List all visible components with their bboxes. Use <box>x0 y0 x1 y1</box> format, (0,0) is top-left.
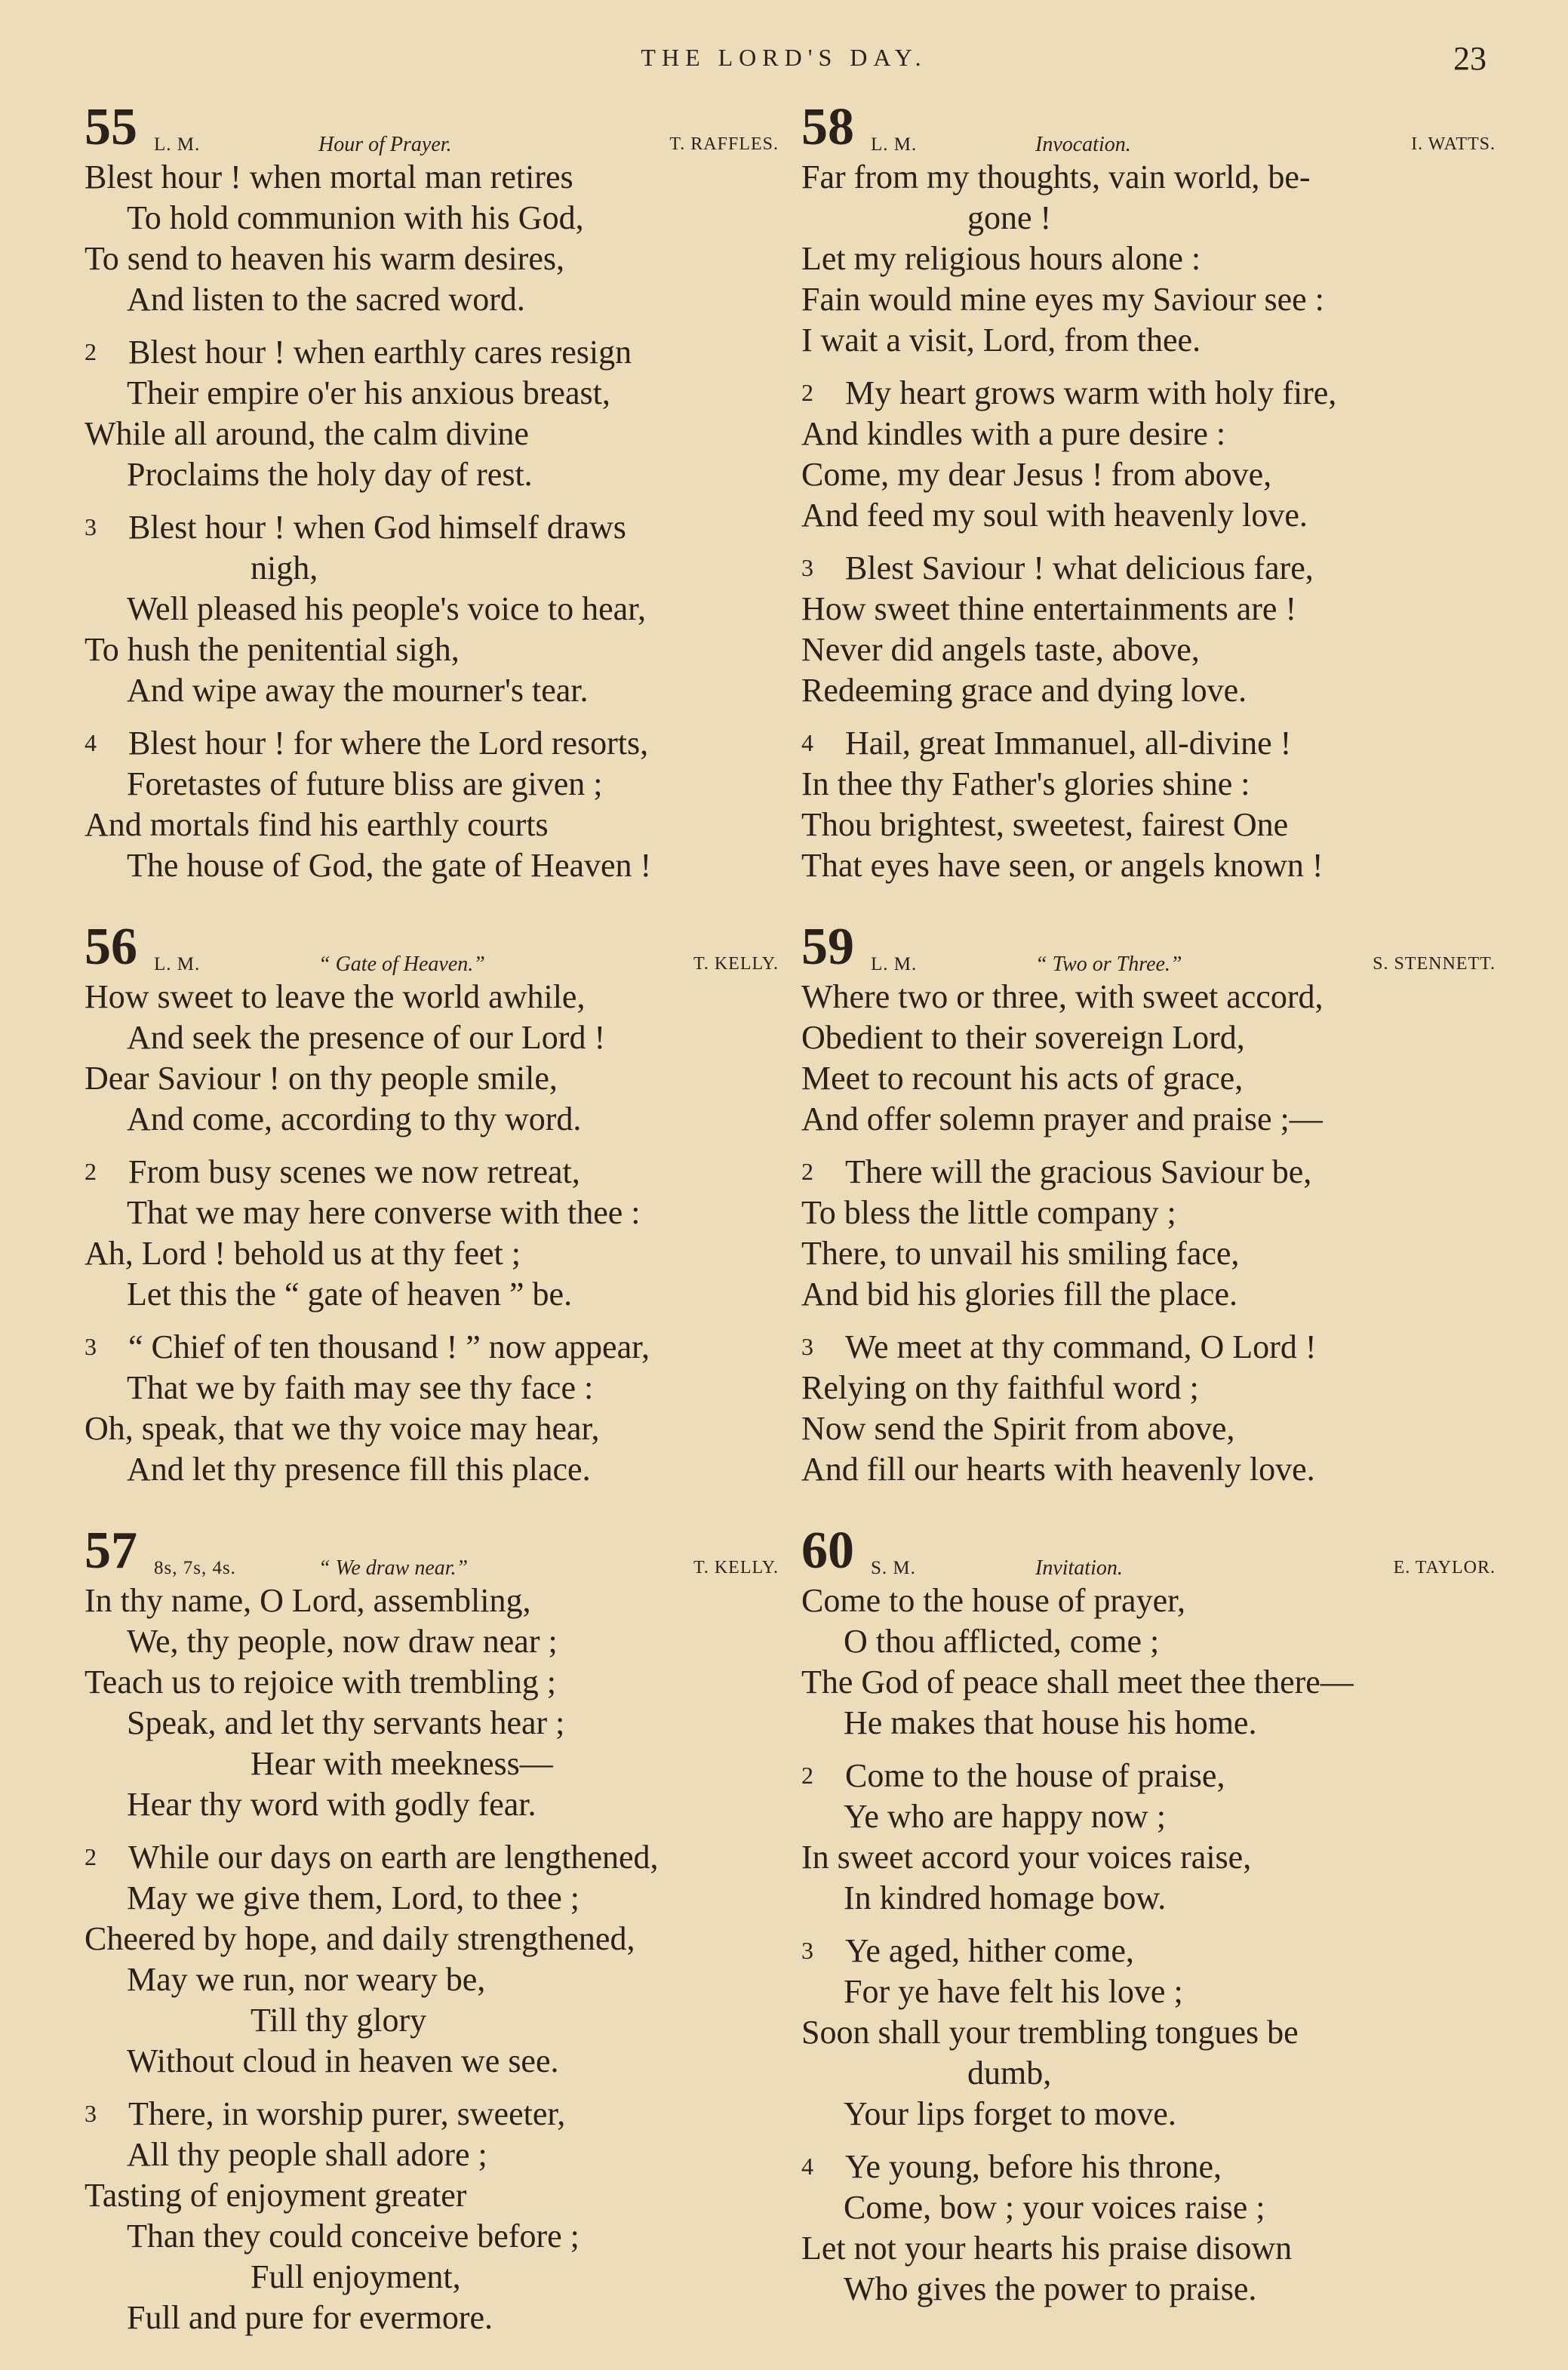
hymn-line: Hear thy word with godly fear. <box>127 1786 537 1823</box>
left-column <box>85 98 779 2370</box>
hymn-author: E. TAYLOR. <box>1393 1558 1496 1577</box>
stanza <box>801 1581 1496 1744</box>
hymn-line: And let thy presence fill this place. <box>127 1451 591 1488</box>
stanza-number: 3 <box>801 554 813 581</box>
hymn-line: Blest hour ! when God himself draws <box>128 509 626 546</box>
hymn-line: From busy scenes we now retreat, <box>128 1153 580 1190</box>
stanza <box>85 723 779 886</box>
stanza <box>801 1152 1496 1315</box>
hymn-line: And mortals find his earthly courts <box>85 806 549 843</box>
hymn-number: 57 <box>85 1522 137 1580</box>
hymn-line: In sweet accord your voices raise, <box>801 1839 1252 1876</box>
stanza <box>801 157 1496 361</box>
hymn-line: To send to heaven his warm desires, <box>85 240 564 277</box>
stanza <box>85 507 779 711</box>
hymn-header <box>85 1522 779 1581</box>
stanza <box>85 1837 779 2082</box>
hymn-line: May we run, nor weary be, <box>127 1961 486 1998</box>
hymn-line: And seek the presence of our Lord ! <box>127 1019 606 1056</box>
stanza-number: 2 <box>801 379 813 406</box>
stanza <box>85 1581 779 1825</box>
hymn-line: Come, my dear Jesus ! from above, <box>801 456 1272 493</box>
hymn-line: Ye aged, hither come, <box>845 1932 1134 1969</box>
hymn-author: T. KELLY. <box>693 954 779 974</box>
hymn-meter: L. M. <box>871 954 918 974</box>
hymn-line: gone ! <box>967 199 1052 236</box>
hymn-number: 58 <box>801 98 854 156</box>
stanza <box>801 1756 1496 1919</box>
hymn-line: And fill our hearts with heavenly love. <box>801 1451 1315 1488</box>
hymn-line: Meet to recount his acts of grace, <box>801 1060 1244 1097</box>
hymn-header <box>85 98 779 157</box>
stanza <box>801 723 1496 886</box>
hymn-author: T. KELLY. <box>693 1558 779 1577</box>
hymn-line: Redeeming grace and dying love. <box>801 672 1247 709</box>
hymn-line: O thou afflicted, come ; <box>844 1623 1160 1660</box>
hymn-number: 59 <box>801 918 854 976</box>
hymn-line: In thy name, O Lord, assembling, <box>85 1582 531 1619</box>
hymn-line: Where two or three, with sweet accord, <box>801 978 1324 1015</box>
hymn-tune: Hour of Prayer. <box>318 133 452 156</box>
hymn-line: nigh, <box>251 549 318 586</box>
hymn-line: Than they could conceive before ; <box>127 2218 580 2255</box>
hymn-line: Blest hour ! for where the Lord resorts, <box>128 725 649 762</box>
hymn-line: Speak, and let thy servants hear ; <box>127 1704 565 1741</box>
stanza-number: 3 <box>801 1937 813 1964</box>
hymn-header <box>801 98 1496 157</box>
hymn-58 <box>801 98 1496 886</box>
stanza <box>801 1327 1496 1490</box>
hymn-line: My heart grows warm with holy fire, <box>845 374 1337 411</box>
hymn-line: Oh, speak, that we thy voice may hear, <box>85 1410 600 1447</box>
hymn-line: Dear Saviour ! on thy people smile, <box>85 1060 558 1097</box>
hymn-line: Foretastes of future bliss are given ; <box>127 765 603 802</box>
hymn-line: “ Chief of ten thousand ! ” now appear, <box>128 1328 650 1365</box>
hymn-line: And wipe away the mourner's tear. <box>127 672 589 709</box>
hymn-line: Soon shall your trembling tongues be <box>801 2014 1299 2051</box>
hymn-line: Full enjoyment, <box>251 2258 461 2295</box>
hymn-line: We meet at thy command, O Lord ! <box>845 1328 1317 1365</box>
hymn-line: Fain would mine eyes my Saviour see : <box>801 281 1324 318</box>
running-title: THE LORD'S DAY. <box>641 44 927 71</box>
hymn-line: While all around, the calm divine <box>85 415 529 452</box>
hymn-line: How sweet thine entertainments are ! <box>801 590 1297 627</box>
hymn-line: And bid his glories fill the place. <box>801 1276 1237 1313</box>
hymn-author: I. WATTS. <box>1411 134 1496 154</box>
hymn-line: Their empire o'er his anxious breast, <box>127 374 610 411</box>
hymn-line: And feed my soul with heavenly love. <box>801 497 1308 534</box>
stanza <box>85 2094 779 2338</box>
stanza <box>85 1152 779 1315</box>
hymn-line: Who gives the power to praise. <box>844 2270 1257 2307</box>
stanza <box>801 1931 1496 2135</box>
hymn-line: Come to the house of prayer, <box>801 1582 1185 1619</box>
hymn-meter: L. M. <box>871 134 918 155</box>
hymn-tune: “ Two or Three.” <box>1035 953 1182 976</box>
hymn-line: Till thy glory <box>251 2002 427 2039</box>
hymn-line: That we by faith may see thy face : <box>127 1369 594 1406</box>
hymn-line: And listen to the sacred word. <box>127 281 525 318</box>
hymn-line: To hold communion with his God, <box>127 199 584 236</box>
hymn-meter: 8s, 7s, 4s. <box>154 1558 236 1578</box>
stanza-number: 4 <box>85 729 97 756</box>
stanza-number: 2 <box>85 1843 97 1870</box>
stanza <box>801 977 1496 1140</box>
hymn-line: To hush the penitential sigh, <box>85 631 460 668</box>
hymn-tune: Invocation. <box>1035 133 1131 156</box>
hymn-number: 55 <box>85 98 137 156</box>
hymn-line: In kindred homage bow. <box>844 1879 1167 1916</box>
hymn-line: Ah, Lord ! behold us at thy feet ; <box>85 1235 521 1272</box>
hymn-line: Let this the “ gate of heaven ” be. <box>127 1276 573 1313</box>
stanza-number: 3 <box>85 2100 97 2127</box>
hymn-line: Thou brightest, sweetest, fairest One <box>801 806 1289 843</box>
hymn-line: For ye have felt his love ; <box>844 1973 1183 2010</box>
hymn-line: That eyes have seen, or angels known ! <box>801 847 1324 884</box>
hymn-line: In thee thy Father's glories shine : <box>801 765 1250 802</box>
hymn-tune: Invitation. <box>1035 1556 1123 1580</box>
hymn-57 <box>85 1522 779 2338</box>
hymn-number: 60 <box>801 1522 854 1580</box>
stanza-number: 2 <box>801 1158 813 1185</box>
stanza <box>85 977 779 1140</box>
hymn-line: Come to the house of praise, <box>845 1757 1225 1794</box>
hymn-line: There will the gracious Saviour be, <box>845 1153 1312 1190</box>
hymn-author: S. STENNETT. <box>1373 954 1496 974</box>
hymn-tune: “ We draw near.” <box>318 1556 469 1580</box>
hymn-tune: “ Gate of Heaven.” <box>318 953 485 976</box>
hymn-line: Tasting of enjoyment greater <box>85 2177 467 2214</box>
hymn-line: We, thy people, now draw near ; <box>127 1623 558 1660</box>
hymn-line: How sweet to leave the world awhile, <box>85 978 586 1015</box>
hymn-line: All thy people shall adore ; <box>127 2136 487 2173</box>
hymn-line: Far from my thoughts, vain world, be- <box>801 159 1311 195</box>
hymn-line: Hear with meekness— <box>251 1745 553 1782</box>
hymn-line: Ye young, before his throne, <box>845 2148 1222 2185</box>
hymn-header <box>801 918 1496 977</box>
hymn-line: I wait a visit, Lord, from thee. <box>801 322 1201 359</box>
hymn-line: The God of peace shall meet thee there— <box>801 1664 1354 1701</box>
hymn-line: Now send the Spirit from above, <box>801 1410 1235 1447</box>
hymn-line: Teach us to rejoice with trembling ; <box>85 1664 556 1701</box>
hymn-line: Never did angels taste, above, <box>801 631 1200 668</box>
stanza-number: 2 <box>85 338 97 365</box>
hymn-line: Your lips forget to move. <box>844 2095 1176 2132</box>
stanza-number: 3 <box>801 1333 813 1360</box>
hymn-line: Well pleased his people's voice to hear, <box>127 590 647 627</box>
hymn-header <box>801 1522 1496 1581</box>
stanza-number: 2 <box>85 1158 97 1185</box>
hymn-line: dumb, <box>967 2055 1052 2091</box>
right-column <box>801 98 1496 2341</box>
hymn-line: There, in worship purer, sweeter, <box>128 2095 566 2132</box>
stanza <box>85 332 779 495</box>
hymn-line: Let not your hearts his praise disown <box>801 2230 1293 2267</box>
stanza <box>85 157 779 320</box>
hymn-line: Blest hour ! when earthly cares resign <box>128 334 632 371</box>
hymn-meter: S. M. <box>871 1558 916 1578</box>
hymn-line: And offer solemn prayer and praise ;— <box>801 1100 1323 1137</box>
hymn-header <box>85 918 779 977</box>
stanza <box>801 373 1496 536</box>
hymn-59 <box>801 918 1496 1490</box>
hymn-author: T. RAFFLES. <box>669 134 779 154</box>
hymn-line: Relying on thy faithful word ; <box>801 1369 1199 1406</box>
hymn-line: Come, bow ; your voices raise ; <box>844 2189 1265 2226</box>
stanza-number: 2 <box>801 1762 813 1789</box>
hymn-line: Ye who are happy now ; <box>844 1798 1166 1835</box>
hymn-line: Proclaims the holy day of rest. <box>127 456 533 493</box>
hymn-line: Obedient to their sovereign Lord, <box>801 1019 1245 1056</box>
stanza <box>85 1327 779 1490</box>
hymn-meter: L. M. <box>154 954 201 974</box>
hymn-55 <box>85 98 779 886</box>
hymn-line: And come, according to thy word. <box>127 1100 582 1137</box>
hymn-line: While our days on earth are lengthened, <box>128 1839 659 1876</box>
hymn-line: May we give them, Lord, to thee ; <box>127 1879 580 1916</box>
hymn-line: And kindles with a pure desire : <box>801 415 1226 452</box>
hymn-line: To bless the little company ; <box>801 1194 1176 1231</box>
stanza-number: 3 <box>85 513 97 540</box>
hymn-line: Hail, great Immanuel, all-divine ! <box>845 725 1292 762</box>
hymn-line: He makes that house his home. <box>844 1704 1257 1741</box>
hymn-meter: L. M. <box>154 134 201 155</box>
page-number: 23 <box>1453 40 1487 77</box>
hymn-line: There, to unvail his smiling face, <box>801 1235 1240 1272</box>
stanza-number: 4 <box>801 729 813 756</box>
hymn-line: Blest hour ! when mortal man retires <box>85 159 573 195</box>
stanza <box>801 2147 1496 2310</box>
hymn-60 <box>801 1522 1496 2310</box>
hymn-56 <box>85 918 779 1490</box>
hymn-line: Full and pure for evermore. <box>127 2299 493 2336</box>
stanza-number: 3 <box>85 1333 97 1360</box>
hymn-line: That we may here converse with thee : <box>127 1194 641 1231</box>
hymn-line: Without cloud in heaven we see. <box>127 2042 559 2079</box>
hymn-line: Let my religious hours alone : <box>801 240 1201 277</box>
hymn-line: The house of God, the gate of Heaven ! <box>127 847 652 884</box>
hymn-line: Blest Saviour ! what delicious fare, <box>845 549 1314 586</box>
hymn-line: Cheered by hope, and daily strengthened, <box>85 1920 635 1957</box>
stanza-number: 4 <box>801 2153 813 2180</box>
stanza <box>801 548 1496 711</box>
hymn-number: 56 <box>85 918 137 976</box>
